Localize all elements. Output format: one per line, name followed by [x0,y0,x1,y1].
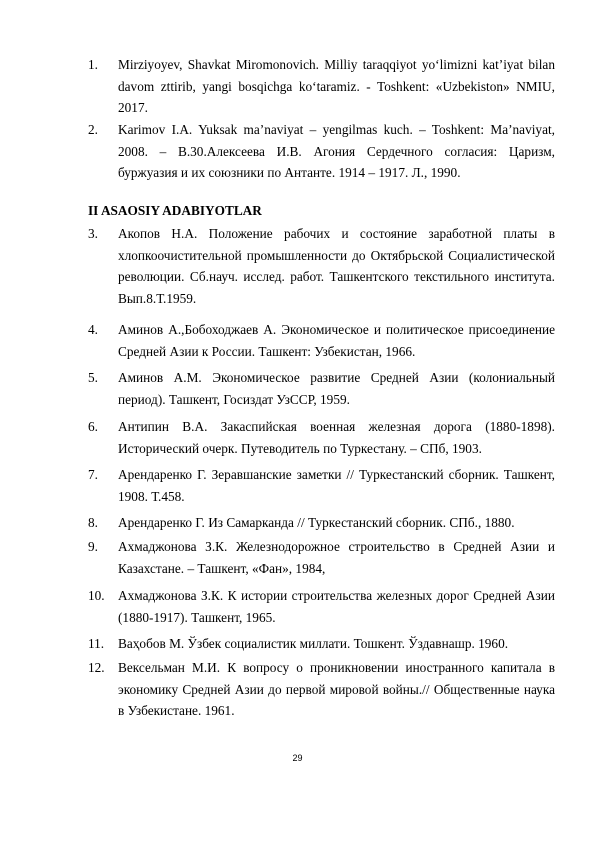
reference-text: Аминов А.М. Экономическое развитие Средней Азии (колониальный период). Ташкент, Госиздат УзССР, 1959. [118,370,555,407]
reference-text: Karimov I.A. Yuksak ma’naviyat – yengilmas kuch. – Toshkent: Ma’naviyat, 2008. – В.30.Алексеева И.В. Агония Сердечного согласия: Царизм, буржуазия и их союзники по Антанте. 1914 – 1917. Л., 1990. [118,122,555,181]
reference-item [88,536,555,579]
reference-text: Вексельман М.И. К вопросу о проникновении иностранного капитала в экономику Средней Азии до первой мировой войны.// Общественные наука в Узбекистане. 1961. [118,660,555,719]
reference-item [88,464,555,507]
reference-text: Антипин В.А. Закаспийская военная железная дорога (1880-1898). Исторический очерк. Путеводитель по Туркестану. – СПб, 1903. [118,419,555,456]
reference-text: Mirziyoyev, Shavkat Miromonovich. Milliy taraqqiyot yo‘limizni kat’iyat bilan davom zttirib, yangi bosqichga ko‘taramiz. - Toshkent: «Uzbekiston» NMIU, 2017. [118,57,555,116]
reference-text: Арендаренко Г. Зеравшанские заметки // Туркестанский сборник. Ташкент, 1908. Т.458. [118,467,555,504]
reference-number: 1. [88,57,98,72]
reference-item [88,633,555,655]
reference-number: 3. [88,226,98,241]
reference-item [88,367,555,410]
reference-item [88,119,555,184]
reference-text: Ваҳобов М. Ўзбек социалистик миллати. Тошкент. Ўздавнашр. 1960. [118,636,509,651]
reference-number: 10. [88,588,105,603]
reference-item [88,319,555,362]
page-number: 29 [292,753,303,763]
reference-item [88,512,555,534]
reference-number: 9. [88,539,98,554]
reference-item [88,657,555,722]
reference-text: Акопов Н.А. Положение рабочих и состояние заработной платы в хлопкоочистительной промышленности до Октябрьской Социалистической революции. Сб.науч. исслед. работ. Ташкентского текстильного института. Вып.8.Т.1959. [118,226,555,306]
reference-text: Ахмаджонова З.К. Железнодорожное строительство в Средней Азии и Казахстане. – Ташкент, «Фан», 1984, [118,539,555,576]
reference-text: Аминов А.,Бобоходжаев А. Экономическое и политическое присоединение Средней Азии к России. Ташкент: Узбекистан, 1966. [118,322,555,359]
reference-text: Арендаренко Г. Из Самарканда // Туркестанский сборник. СПб., 1880. [118,515,515,530]
reference-number: 12. [88,660,105,675]
reference-item [88,223,555,309]
reference-item [88,416,555,459]
reference-number: 6. [88,419,98,434]
reference-item [88,54,555,119]
reference-number: 4. [88,322,98,337]
reference-number: 5. [88,370,98,385]
reference-number: 8. [88,515,98,530]
reference-number: 7. [88,467,98,482]
section-heading: II ASAOSIY ADABIYOTLAR [88,203,262,218]
reference-item [88,585,555,628]
reference-number: 2. [88,122,98,137]
reference-text: Ахмаджонова З.К. К истории строительства железных дорог Средней Азии (1880-1917). Ташкент, 1965. [118,588,555,625]
reference-number: 11. [88,636,105,651]
